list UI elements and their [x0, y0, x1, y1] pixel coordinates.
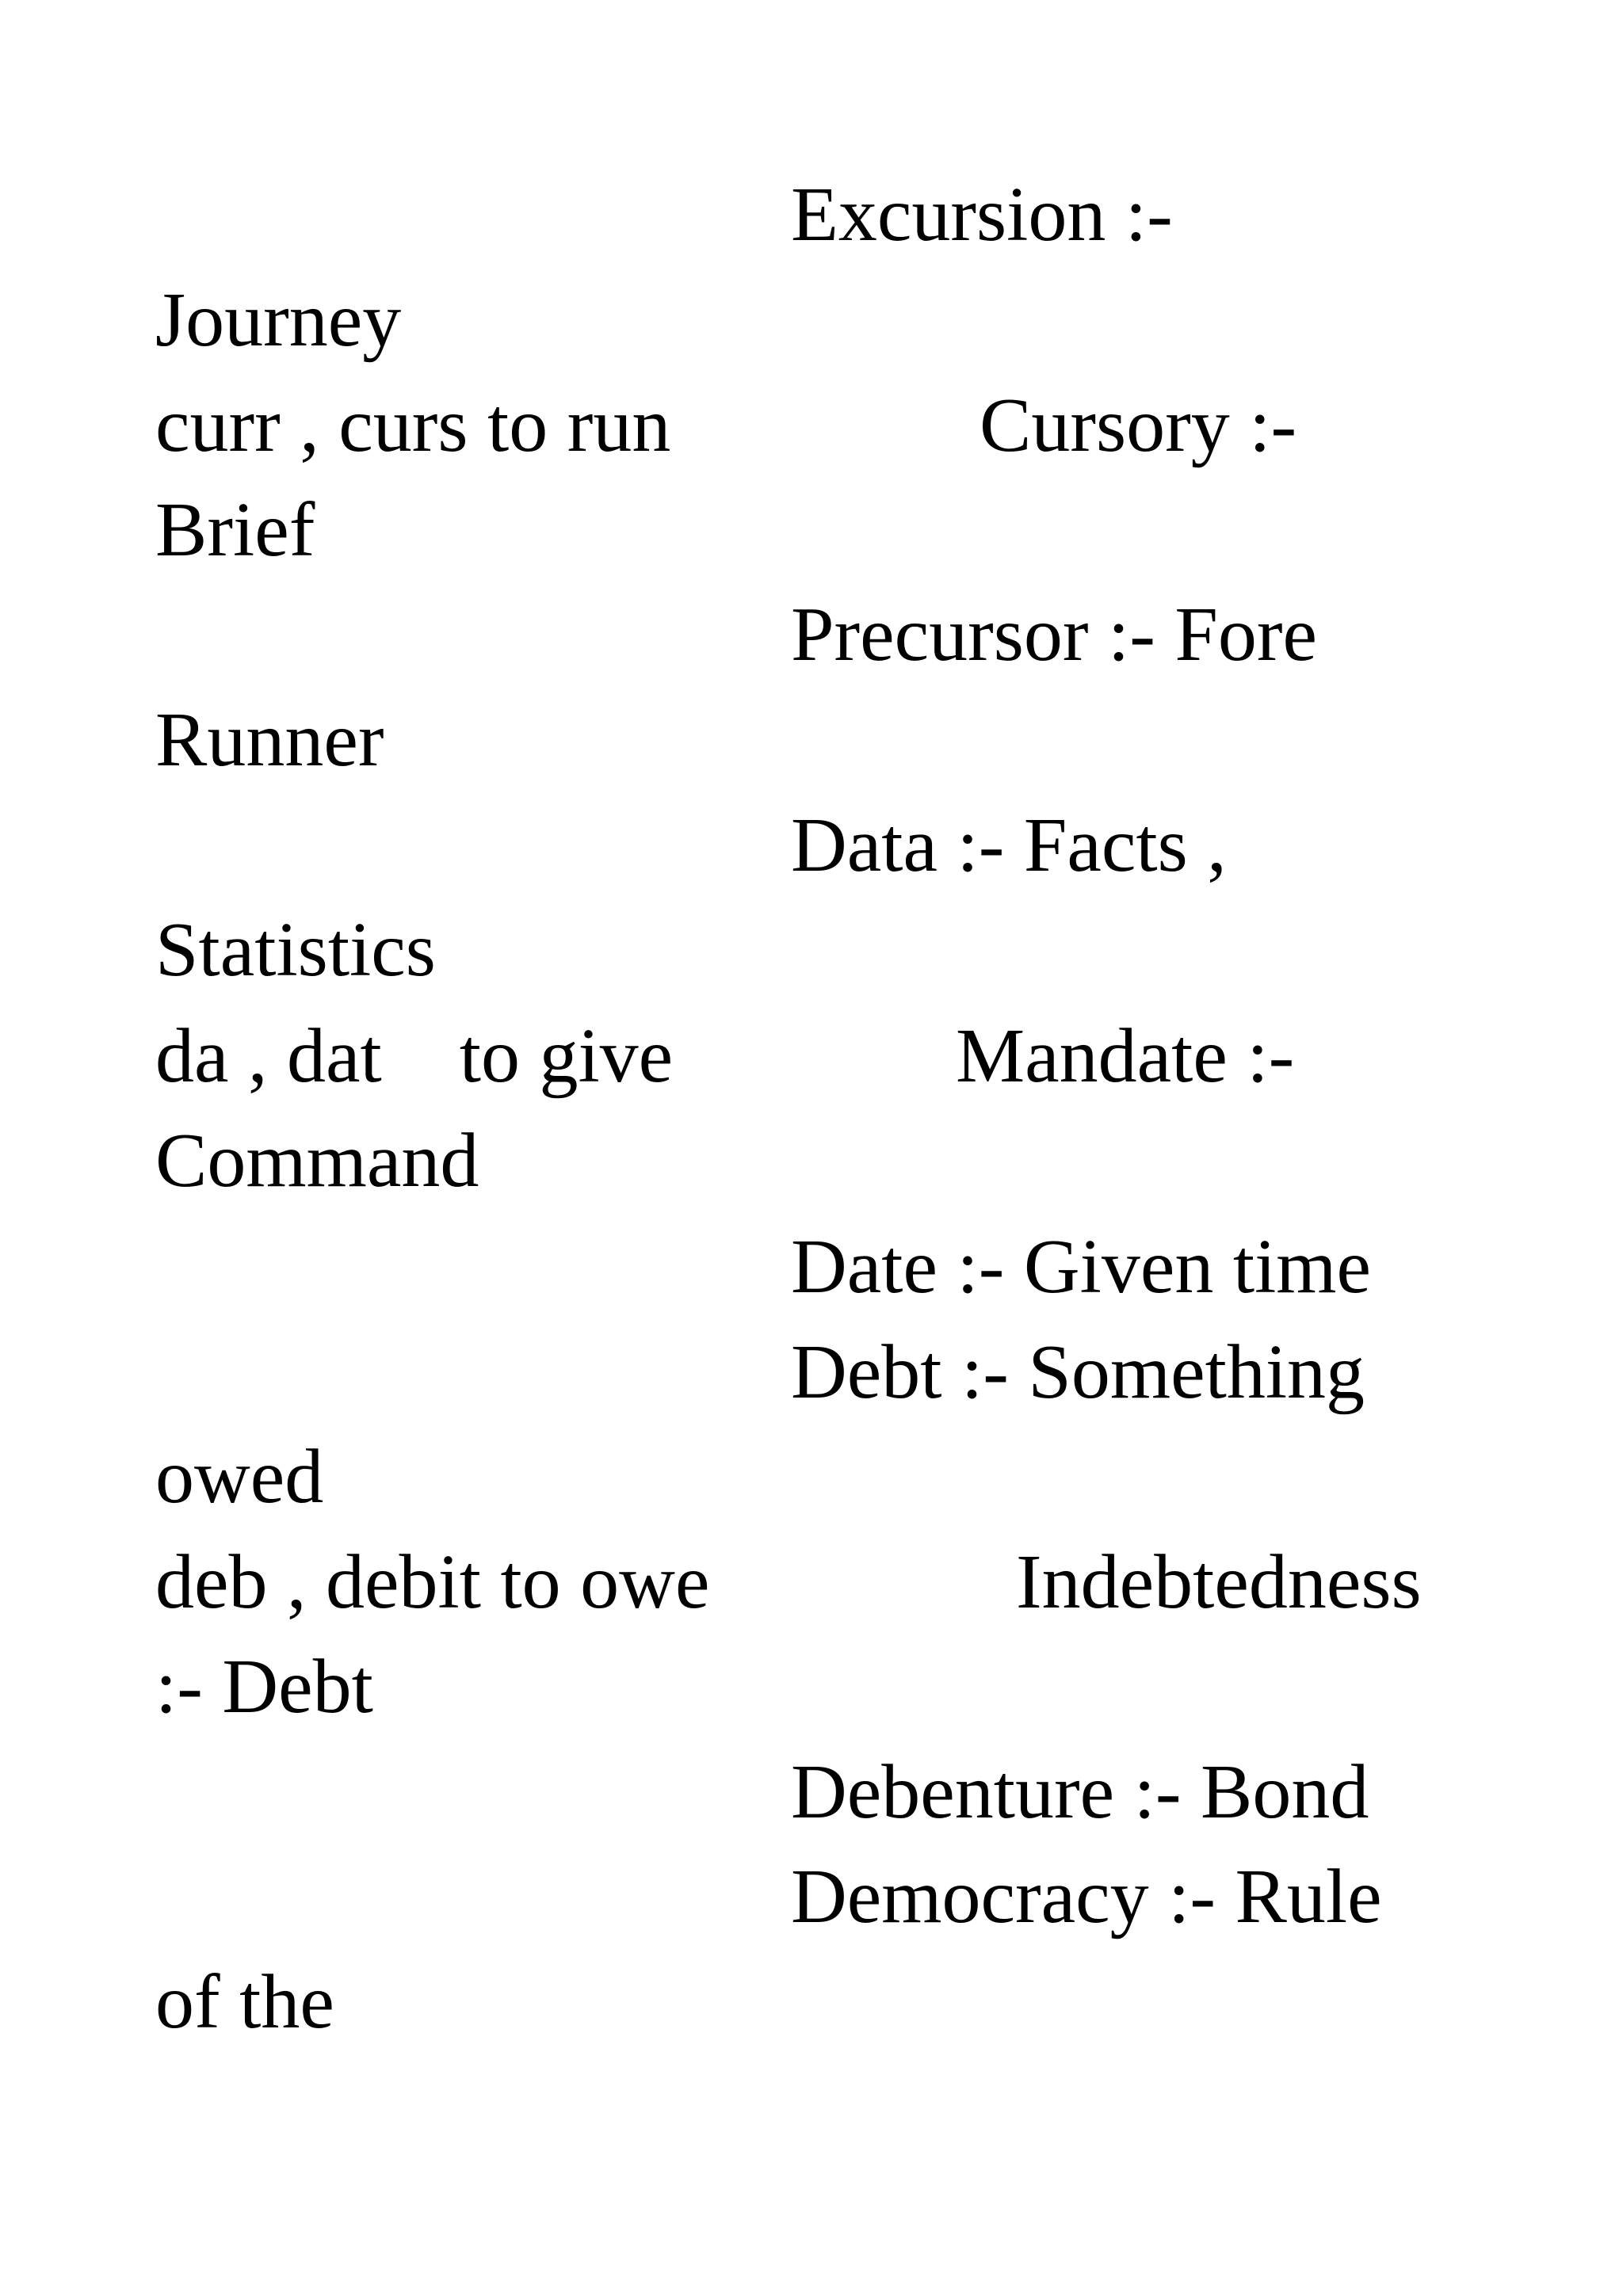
text-line: Command — [155, 1118, 479, 1203]
text-line: Statistics — [155, 907, 436, 993]
text-line: :- Debt — [155, 1644, 373, 1730]
text-line: owed — [155, 1434, 324, 1520]
text-line: Date :- Given time — [791, 1224, 1372, 1310]
text-line: Precursor :- Fore — [791, 592, 1318, 677]
text-line: Data :- Facts , — [791, 803, 1227, 888]
text-line: Brief — [155, 487, 315, 573]
text-line: Journey — [155, 277, 402, 363]
text-line: Mandate :- — [956, 1013, 1295, 1099]
text-line: Debt :- Something — [791, 1329, 1365, 1415]
text-line: Democracy :- Rule — [791, 1854, 1382, 1939]
text-line: Runner — [155, 697, 384, 783]
root-line: deb , debit to owe — [155, 1539, 710, 1625]
text-line: Indebtedness — [1016, 1539, 1422, 1625]
root-line: da , dat to give — [155, 1013, 674, 1099]
text-line: Cursory :- — [980, 383, 1297, 468]
text-line: Excursion :- — [791, 172, 1173, 257]
root-line: curr , curs to run — [155, 383, 671, 468]
text-line: of the — [155, 1959, 334, 2045]
text-line: Debenture :- Bond — [791, 1749, 1369, 1835]
